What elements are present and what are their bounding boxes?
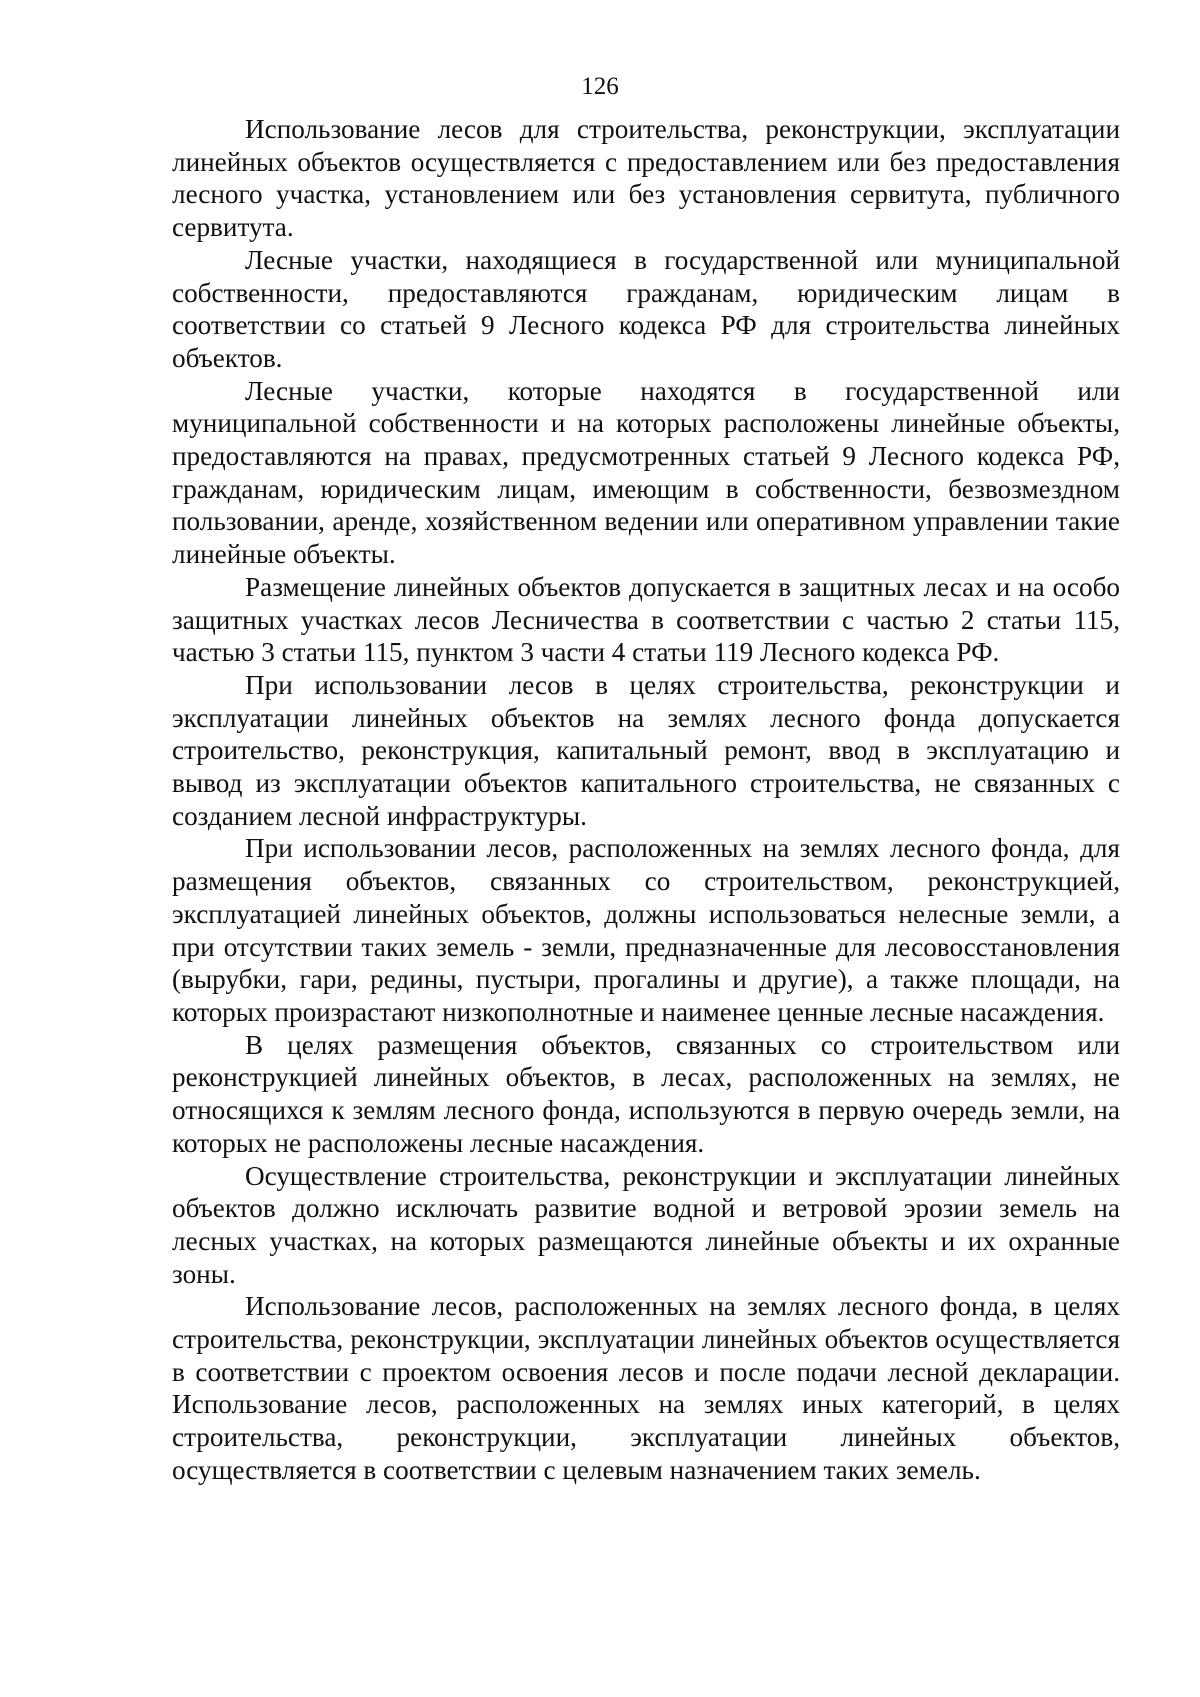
page-number: 126 bbox=[581, 73, 619, 100]
document-body bbox=[172, 113, 1120, 1487]
paragraph-1: Использование лесов для строительства, реконструкции, эксплуатации линейных объектов осуществляется с предоставлением или без предоставления лесного участка, установлением или без установления сервитута, публичного сервитута. bbox=[172, 114, 1120, 243]
paragraph-6: При использовании лесов, расположенных на землях лесного фонда, для размещения объектов, связанных со строительством, реконструкцией, эксплуатацией линейных объектов, должны использоваться нелесные земли, а при отсутствии таких земель - земли, предназначенные для лесовосстановления (вырубки, гари, редины, пустыри, прогалины и другие), а также площади, на которых произрастают низкополнотные и наименее ценные лесные насаждения. bbox=[172, 833, 1120, 1027]
paragraph-4: Размещение линейных объектов допускается в защитных лесах и на особо защитных участках лесов Лесничества в соответствии с частью 2 статьи 115, частью 3 статьи 115, пунктом 3 части 4 статьи 119 Лесного кодекса РФ. bbox=[172, 571, 1120, 668]
paragraph-2: Лесные участки, находящиеся в государственной или муниципальной собственности, предоставляются гражданам, юридическим лицам в соответствии со статьей 9 Лесного кодекса РФ для строительства линейных объектов. bbox=[172, 244, 1120, 373]
paragraph-3: Лесные участки, которые находятся в государственной или муниципальной собственности и на которых расположены линейные объекты, предоставляются на правах, предусмотренных статьей 9 Лесного кодекса РФ, гражданам, юридическим лицам, имеющим в собственности, безвозмездном пользовании, аренде, хозяйственном ведении или оперативном управлении такие линейные объекты. bbox=[172, 375, 1120, 570]
paragraph-9: Использование лесов, расположенных на землях лесного фонда, в целях строительства, реконструкции, эксплуатации линейных объектов осуществляется в соответствии с проектом освоения лесов и после подачи лесной декларации. Использование лесов, расположенных на землях иных категорий, в целях строительства, реконструкции, эксплуатации линейных объектов, осуществляется в соответствии с целевым назначением таких земель. bbox=[172, 1291, 1120, 1485]
paragraph-7: В целях размещения объектов, связанных со строительством или реконструкцией линейных объектов, в лесах, расположенных на землях, не относящихся к землям лесного фонда, используются в первую очередь земли, на которых не расположены лесные насаждения. bbox=[172, 1029, 1120, 1158]
paragraph-8: Осуществление строительства, реконструкции и эксплуатации линейных объектов должно исключать развитие водной и ветровой эрозии земель на лесных участках, на которых размещаются линейные объекты и их охранные зоны. bbox=[172, 1160, 1120, 1289]
paragraph-5: При использовании лесов в целях строительства, реконструкции и эксплуатации линейных объектов на землях лесного фонда допускается строительство, реконструкция, капитальный ремонт, ввод в эксплуатацию и вывод из эксплуатации объектов капитального строительства, не связанных с созданием лесной инфраструктуры. bbox=[172, 669, 1120, 831]
